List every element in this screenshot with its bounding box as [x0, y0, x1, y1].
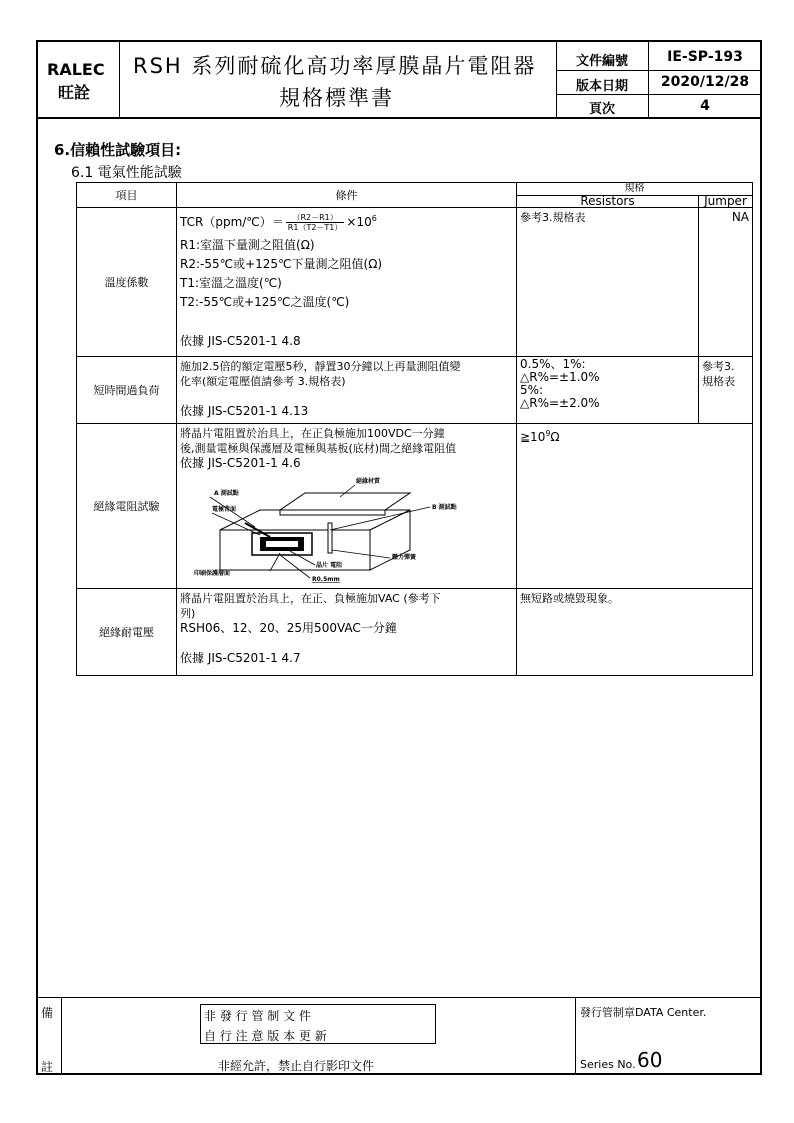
insulation-condition-line1: 將晶片電阻置於治具上，在正負極施加100VDC一分鐘: [180, 427, 445, 440]
row-condition-withstand: [177, 589, 517, 676]
row-spec-jumper-tcr: NA: [699, 208, 753, 357]
tcr-def-t1: T1:室溫之溫度(℃): [180, 276, 282, 290]
overload-spec-value-1: △R%=±1.0%: [520, 370, 600, 384]
withstand-condition-line2: 列): [180, 607, 196, 620]
withstand-condition-line1: 將晶片電阻置於治具上，在正、負極施加VAC (參考下: [180, 592, 441, 605]
header-divider-left: [119, 40, 120, 117]
insulation-spec-unit: Ω: [550, 430, 560, 444]
tcr-denominator: R1（T2－T1）: [287, 223, 343, 232]
issue-control-stamp: 發行管制章DATA Center.: [580, 1006, 707, 1019]
tcr-formula: [180, 211, 513, 232]
row-item-withstand: 絕緣耐電壓: [77, 589, 177, 676]
insulation-condition-line2: 後,測量電極與保護層及電極與基板(底材)間之絕緣電阻值: [180, 442, 457, 455]
footer-top-rule: [36, 997, 762, 998]
col-header-item: 項目: [77, 183, 177, 208]
pressure-spring: [328, 523, 332, 553]
table-row: [77, 208, 753, 357]
electrical-test-table: [76, 182, 753, 676]
label-chip-resistor: 晶片 電阻: [316, 562, 343, 569]
series-no-label: Series No.: [580, 1058, 636, 1071]
company-name-cn: 旺詮: [58, 83, 91, 102]
page-label: 頁次: [588, 102, 615, 117]
header-row-rule-1: [556, 70, 762, 71]
withstand-condition-line3: RSH06、12、20、25用500VAC一分鐘: [180, 621, 397, 635]
section-subheading: 6.1 電氣性能試驗: [71, 165, 182, 181]
tcr-multiplier: ×10: [346, 215, 372, 229]
copy-notice: 非經允許，禁止自行影印文件: [218, 1059, 375, 1073]
insulating-plate-top: [280, 493, 410, 510]
col-header-condition: 條件: [177, 183, 517, 208]
overload-spec-tol-1: 0.5%、1%:: [520, 357, 586, 371]
col-header-spec: 規格: [517, 183, 753, 196]
label-pressure-spring: 壓力彈簧: [392, 554, 417, 561]
doc-no-label: 文件編號: [575, 54, 628, 69]
row-item-insulation: 絕緣電阻試驗: [77, 424, 177, 589]
insulation-test-diagram: [180, 475, 510, 585]
tcr-formula-prefix: TCR（ppm/℃）＝: [180, 215, 284, 229]
withstand-reference: 依據 JIS-C5201-1 4.7: [180, 651, 301, 665]
table-header-row: [77, 183, 753, 196]
row-spec-jumper-overload: [699, 357, 753, 424]
label-test-point-b: B 測試點: [432, 504, 457, 511]
col-header-resistors: Resistors: [517, 195, 699, 208]
header-row-rule-2: [556, 94, 762, 95]
overload-spec-value-2: △R%=±2.0%: [520, 396, 600, 410]
doc-title-line1: RSH 系列耐硫化高功率厚膜晶片電阻器: [133, 54, 537, 78]
overload-condition-line1: 施加2.5倍的額定電壓5秒，靜置30分鐘以上再量測阻值變: [180, 360, 461, 373]
row-spec-insulation: [517, 424, 753, 589]
header-bottom-rule: [36, 117, 762, 119]
version-date-value: 2020/12/28: [660, 74, 750, 90]
insulation-spec-prefix: ≧10: [520, 430, 546, 444]
tcr-fraction: [286, 213, 345, 232]
company-name-en: RALEC: [47, 60, 105, 79]
section-heading: 6.信賴性試驗項目:: [54, 141, 182, 159]
remark-label-bottom: 註: [41, 1060, 54, 1074]
row-item-overload: 短時間過負荷: [77, 357, 177, 424]
overload-jumper-line2: 規格表: [702, 375, 735, 388]
tcr-def-r1: R1:室溫下量測之阻值(Ω): [180, 238, 315, 252]
overload-jumper-line1: 參考3.: [702, 360, 735, 373]
tcr-numerator: （R2－R1）: [286, 213, 345, 223]
tcr-reference: 依據 JIS-C5201-1 4.8: [180, 334, 301, 348]
doc-title-line2: 規格標準書: [279, 86, 394, 110]
label-protect-layer: 印刷保護層面: [194, 570, 231, 577]
col-header-jumper: Jumper: [699, 195, 753, 208]
row-spec-withstand: 無短路或燒毀現象。: [517, 589, 753, 676]
overload-reference: 依據 JIS-C5201-1 4.13: [180, 404, 309, 418]
insulation-reference: 依據 JIS-C5201-1 4.6: [180, 456, 301, 470]
overload-condition-line2: 化率(額定電壓值請參考 3.規格表): [180, 375, 346, 388]
footer-divider-right: [575, 997, 576, 1075]
label-radius: R0.5mm: [312, 576, 340, 583]
label-electrode-back: 電極背面: [212, 506, 237, 513]
table-row: [77, 357, 753, 424]
row-condition-overload: [177, 357, 517, 424]
row-spec-resistors-tcr: 參考3.規格表: [517, 208, 699, 357]
page-value: 4: [700, 98, 710, 114]
doc-no-value: IE-SP-193: [667, 49, 743, 65]
footer-divider-left: [61, 997, 62, 1075]
series-no-value: 60: [637, 1048, 663, 1072]
control-stamp-line2: 自 行 注 意 版 本 更 新: [204, 1029, 327, 1043]
row-spec-resistors-overload: [517, 357, 699, 424]
row-condition-insulation: [177, 424, 517, 589]
tcr-def-r2: R2:-55℃或+125℃下量測之阻值(Ω): [180, 257, 383, 271]
control-stamp-line1: 非 發 行 管 制 文 件: [204, 1009, 311, 1023]
row-condition-tcr: [177, 208, 517, 357]
label-insulating-material: 絕緣材質: [356, 478, 381, 485]
label-test-point-a: A 測試點: [214, 490, 239, 497]
tcr-def-t2: T2:-55℃或+125℃之溫度(℃): [180, 295, 350, 309]
table-row: [77, 589, 753, 676]
row-item-tcr: 溫度係數: [77, 208, 177, 357]
insulation-spec-exponent: 9: [545, 429, 551, 438]
table-row: [77, 424, 753, 589]
tcr-exponent: 6: [371, 214, 377, 223]
remark-label-top: 備: [41, 1006, 54, 1020]
insulating-plate-front: [280, 510, 385, 515]
overload-spec-tol-2: 5%:: [520, 383, 544, 397]
version-date-label: 版本日期: [575, 79, 628, 94]
chip-body: [266, 541, 298, 547]
